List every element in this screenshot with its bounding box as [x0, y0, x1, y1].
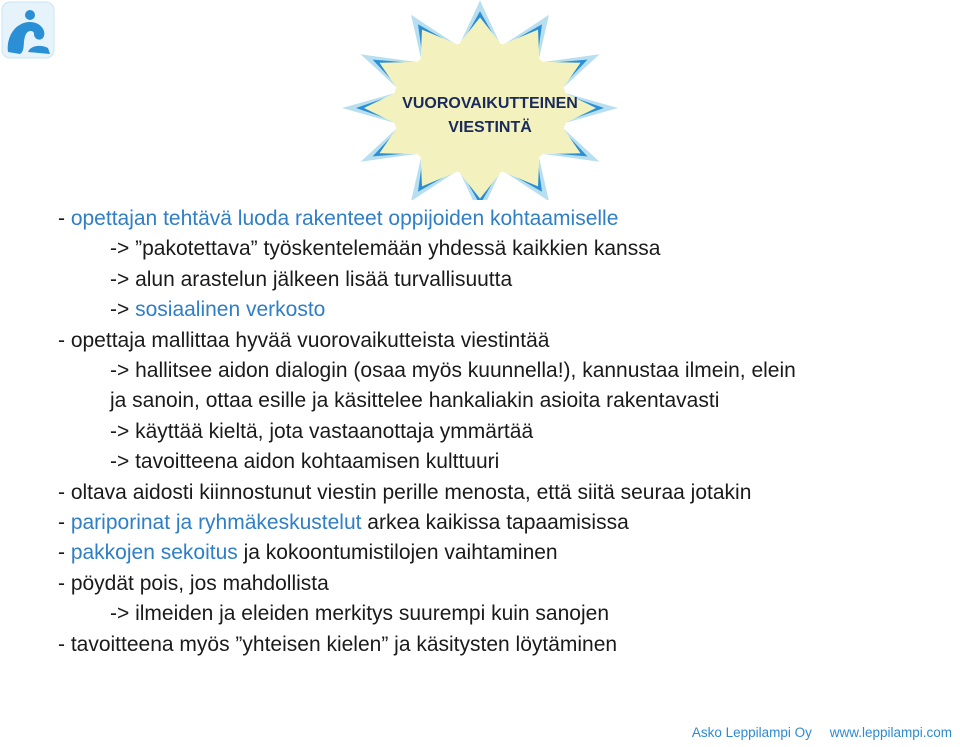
highlight-text: sosiaalinen verkosto — [135, 298, 326, 322]
title-line-2: VIESTINTÄ — [448, 119, 532, 136]
highlight-text: opettajan tehtävä luoda rakenteet oppijoiden kohtaamiselle — [70, 207, 619, 230]
content-line — [58, 478, 948, 508]
content-line — [58, 630, 948, 660]
content-line — [58, 234, 948, 264]
page-title — [370, 92, 610, 140]
line-text: -> alun arastelun jälkeen lisää turvallisuutta — [110, 267, 513, 291]
line-text: - tavoitteena myös ”yhteisen kielen” ja käsitysten löytäminen — [58, 632, 618, 656]
line-text: -> käyttää kieltä, jota vastaanottaja ymmärtää — [110, 419, 534, 443]
line-text: - — [58, 207, 71, 230]
line-text: - pöydät pois, jos mahdollista — [58, 571, 329, 595]
highlight-text: pakkojen sekoitus — [70, 541, 238, 565]
content-line — [58, 599, 948, 629]
footer-website: www.leppilampi.com — [829, 725, 952, 740]
content-line — [58, 569, 948, 599]
highlight-text: pariporinat ja ryhmäkeskustelut — [70, 511, 362, 535]
line-text: -> hallitsee aidon dialogin (osaa myös kuunnella!), kannustaa ilmein, elein — [110, 359, 796, 383]
footer — [692, 725, 952, 740]
line-text: ja kokoontumistilojen vaihtaminen — [237, 541, 558, 565]
line-text: - — [58, 511, 71, 535]
line-text: - opettaja mallittaa hyvää vuorovaikutteista viestintää — [58, 328, 550, 352]
content-line — [58, 508, 948, 538]
title-line-1: VUOROVAIKUTTEINEN — [402, 95, 578, 112]
content-line — [58, 326, 948, 356]
line-text: arkea kaikissa tapaamisissa — [361, 511, 629, 535]
footer-company: Asko Leppilampi Oy — [691, 725, 812, 740]
logo-icon — [0, 0, 56, 60]
line-text: -> — [110, 298, 136, 322]
content-line — [58, 538, 948, 568]
content-line — [58, 417, 948, 447]
line-text: - oltava aidosti kiinnostunut viestin perille menosta, että siitä seuraa jotakin — [58, 480, 752, 504]
content-line — [58, 356, 948, 386]
content-line — [58, 265, 948, 295]
line-text: ja sanoin, ottaa esille ja käsittelee hankaliakin asioita rakentavasti — [110, 389, 720, 413]
content-list — [58, 204, 948, 660]
line-text: -> tavoitteena aidon kohtaamisen kulttuuri — [110, 450, 500, 474]
line-text: -> ilmeiden ja eleiden merkitys suurempi kuin sanojen — [110, 602, 609, 626]
line-text: -> ”pakotettava” työskentelemään yhdessä kaikkien kanssa — [110, 237, 661, 261]
content-line — [58, 295, 948, 325]
line-text: - — [58, 541, 71, 565]
content-line — [58, 386, 948, 416]
content-line — [58, 447, 948, 477]
content-line — [58, 204, 948, 234]
